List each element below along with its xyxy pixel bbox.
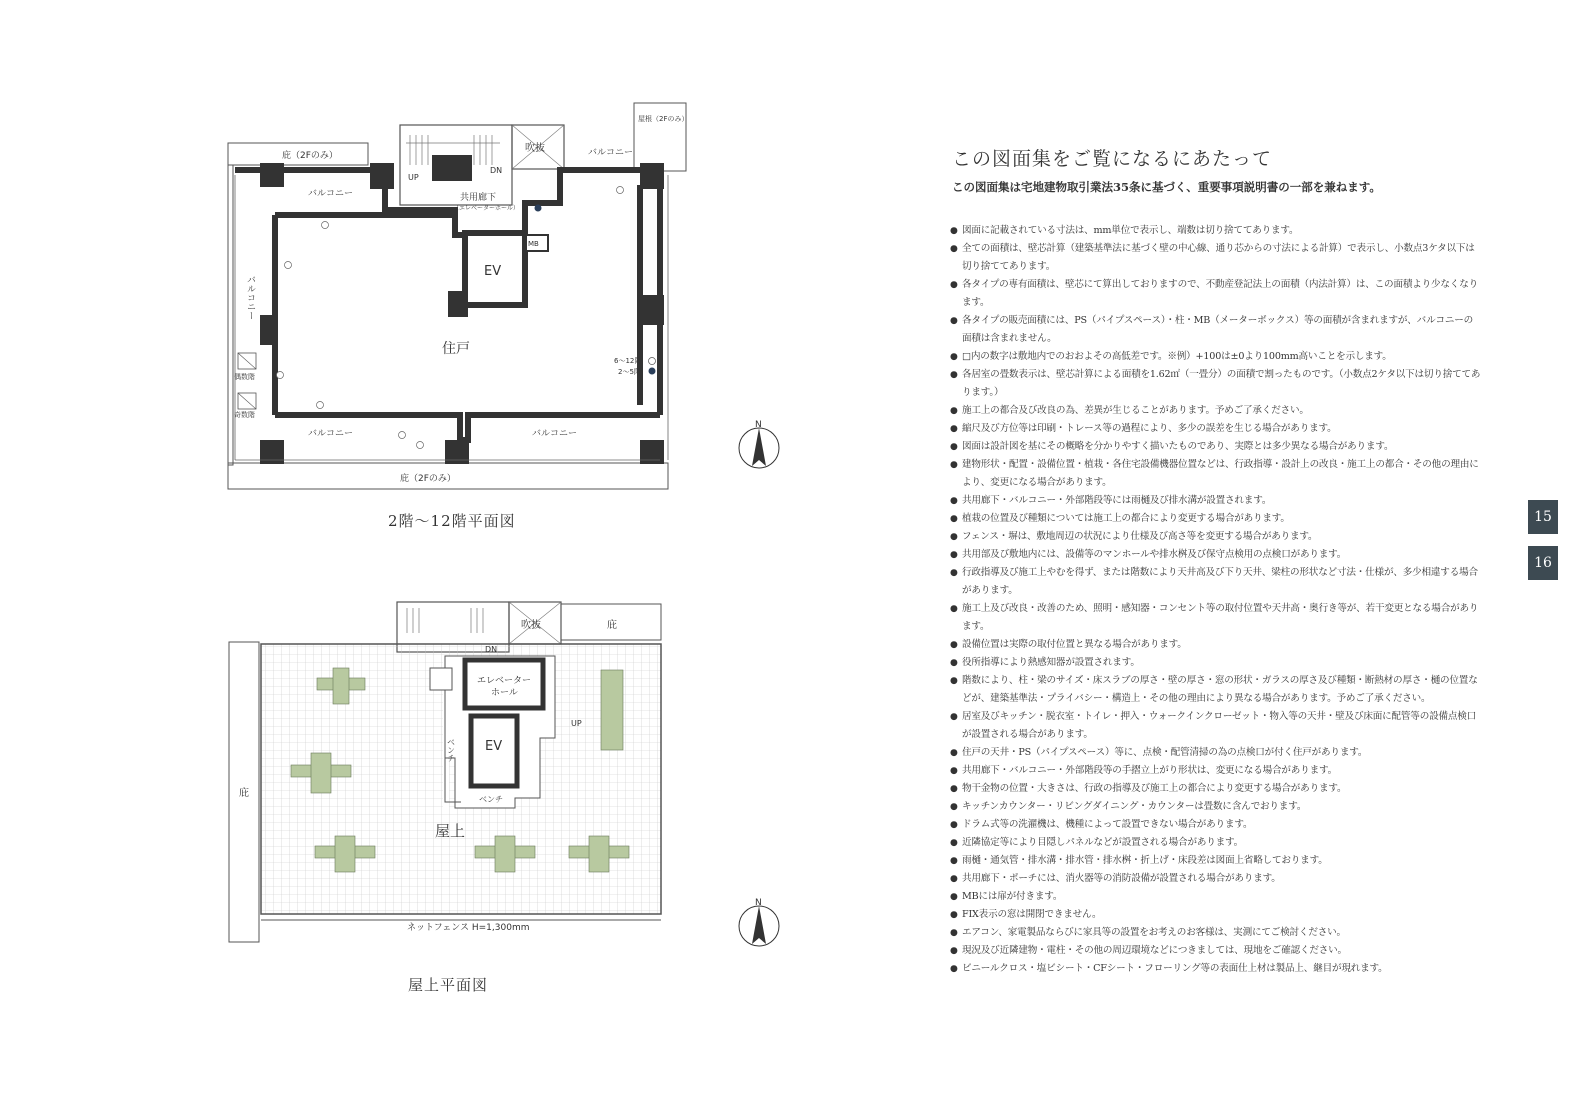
note-item: ● 全ての面積は、壁芯計算（建築基準法に基づく壁の中心線、通り芯からの寸法による計算）で表示し、小数点3ケタ以下は切り捨ててあります。 xyxy=(950,240,1482,276)
roof-dn-label: DN xyxy=(485,645,498,654)
note-item: ● 近隣協定等により目隠しパネルなどが設置される場合があります。 xyxy=(950,834,1482,852)
unit-label: 住戸 xyxy=(442,341,470,357)
note-item: ● □内の数字は敷地内でのおおよその高低差です。※例）+100は±0より100mm高いことを示します。 xyxy=(950,348,1482,366)
hall-line1-label: エレベーター xyxy=(477,676,532,686)
rooftop-label: 屋上 xyxy=(435,822,466,840)
note-item: ● 共用廊下・バルコニー・外部階段等には雨樋及び排水溝が設置されます。 xyxy=(950,492,1482,510)
page-number-left: 15 xyxy=(1528,500,1558,534)
balcony-ne-label: バルコニー xyxy=(588,148,634,158)
mb-label: MB xyxy=(528,240,539,248)
north-arrow-icon xyxy=(736,896,782,948)
floor-plan-2-12 xyxy=(220,95,700,495)
balcony-sw-label: バルコニー xyxy=(308,429,354,439)
eave-top-label: 庇（2Fのみ） xyxy=(282,151,338,161)
floors-6-12-label: 6～12階 xyxy=(614,357,642,365)
odd-floors-label: 奇数階 xyxy=(234,411,255,419)
note-item: ● 共用部及び敷地内には、設備等のマンホールや排水桝及び保守点検用の点検口があります。 xyxy=(950,546,1482,564)
note-item: ● 物干金物の位置・大きさは、行政の指導及び施工上の都合により変更する場合があります。 xyxy=(950,780,1482,798)
note-item: ● 各タイプの専有面積は、壁芯にて算出しておりますので、不動産登記法上の面積（内法計算）は、この面積より少なくなります。 xyxy=(950,276,1482,312)
fence-label: ネットフェンス H=1,300mm xyxy=(407,923,530,933)
bench-v-label: ベンチ xyxy=(446,738,456,762)
note-item: ● 施工上及び改良・改善のため、照明・感知器・コンセント等の取付位置や天井高・奥行き等が、若干変更となる場合があります。 xyxy=(950,600,1482,636)
bench-h-label: ベンチ xyxy=(479,795,503,804)
note-item: ● キッチンカウンター・リビングダイニング・カウンターは畳数に含んでおります。 xyxy=(950,798,1482,816)
note-item: ● 役所指導により熱感知器が設置されます。 xyxy=(950,654,1482,672)
note-item: ● 雨樋・通気管・排水溝・排水管・排水桝・折上げ・床段差は図面上省略しております。 xyxy=(950,852,1482,870)
note-item: ● 縮尺及び方位等は印刷・トレース等の過程により、多少の誤差を生じる場合があります。 xyxy=(950,420,1482,438)
roof-ev-label: EV xyxy=(485,739,503,754)
roof-up-label: UP xyxy=(571,719,582,728)
note-item: ● 共用廊下・ポーチには、消火器等の消防設備が設置される場合があります。 xyxy=(950,870,1482,888)
note-item: ● ビニールクロス・塩ビシート・CFシート・フローリング等の表面仕上材は製品上、継目が現れます。 xyxy=(950,960,1482,978)
note-item: ● 植栽の位置及び種類については施工上の都合により変更する場合があります。 xyxy=(950,510,1482,528)
note-item: ● MBには扉が付きます。 xyxy=(950,888,1482,906)
note-item: ● 設備位置は実際の取付位置と異なる場合があります。 xyxy=(950,636,1482,654)
dn-label: DN xyxy=(490,166,503,175)
corridor-sub-label: （エレベーターホール） xyxy=(453,205,519,212)
up-label: UP xyxy=(408,173,419,182)
note-item: ● 図面に記載されている寸法は、mm単位で表示し、端数は切り捨ててあります。 xyxy=(950,222,1482,240)
balcony-nw-label: バルコニー xyxy=(308,189,354,199)
hall-line2-label: ホール xyxy=(491,688,518,698)
note-item: ● 各居室の畳数表示は、壁芯計算による面積を1.62㎡（一畳分）の面積で割ったものです。（小数点2ケタ以下は切り捨ててあります。） xyxy=(950,366,1482,402)
note-item: ● 現況及び近隣建物・電柱・その他の周辺環境などにつきましては、現地をご確認ください。 xyxy=(950,942,1482,960)
roof-void-label: 吹抜 xyxy=(521,620,541,631)
note-item: ● ドラム式等の洗濯機は、機種によって設置できない場合があります。 xyxy=(950,816,1482,834)
floors-2-5-label: 2～5階 xyxy=(618,368,641,376)
roof-eave-w-label: 庇 xyxy=(239,788,249,799)
note-item: ● 共用廊下・バルコニー・外部階段等の手摺立上がり形状は、変更になる場合があります。 xyxy=(950,762,1482,780)
even-floors-label: 偶数階 xyxy=(234,373,255,381)
note-item: ● エアコン、家電製品ならびに家具等の設置をお考えのお客様は、実測にてご検討ください。 xyxy=(950,924,1482,942)
north-label: N xyxy=(755,898,762,908)
note-item: ● 各タイプの販売面積には、PS（パイプスペース）・柱・MB（メーターボックス）等の面積が含まれますが、バルコニーの面積は含まれません。 xyxy=(950,312,1482,348)
page-number-right: 16 xyxy=(1528,546,1558,580)
north-label: N xyxy=(755,420,762,430)
ev-label: EV xyxy=(484,264,502,279)
note-item: ● 図面は設計図を基にその概略を分かりやすく描いたものであり、実際とは多少異なる場合があります。 xyxy=(950,438,1482,456)
notes-title: この図面集をご覧になるにあたって xyxy=(952,148,1273,170)
plan-upper-caption: 2階～12階平面図 xyxy=(388,512,516,530)
note-item: ● 行政指導及び施工上やむを得ず、または階数により天井高及び下り天井、梁柱の形状など寸法・仕様が、多少相違する場合があります。 xyxy=(950,564,1482,600)
roof-note-label: 屋根（2Fのみ） xyxy=(638,115,689,123)
notes-subtitle: この図面集は宅地建物取引業法35条に基づく、重要事項説明書の一部を兼ねます。 xyxy=(952,180,1381,194)
note-item: ● 建物形状・配置・設備位置・植栽・各住宅設備機器位置などは、行政指導・設計上の改良・施工上の都合・その他の理由により、変更になる場合があります。 xyxy=(950,456,1482,492)
note-item: ● フェンス・塀は、敷地周辺の状況により仕様及び高さ等を変更する場合があります。 xyxy=(950,528,1482,546)
eave-bottom-label: 庇（2Fのみ） xyxy=(400,474,456,484)
floor-plan-roof xyxy=(225,598,665,948)
note-item: ● 階数により、柱・梁のサイズ・床スラブの厚さ・壁の厚さ・窓の形状・ガラスの厚さ及び種類・断熱材の厚さ・樋の位置などが、建築基準法・プライバシー・構造上・その他の理由により異なる場合があります。予めご了承ください。 xyxy=(950,672,1482,708)
void-label: 吹抜 xyxy=(525,143,545,154)
note-item: ● 施工上の都合及び改良の為、差異が生じることがあります。予めご了承ください。 xyxy=(950,402,1482,420)
notes-list xyxy=(950,222,1482,978)
note-item: ● 居室及びキッチン・脱衣室・トイレ・押入・ウォークインクローゼット・物入等の天井・壁及び床面に配管等の設備点検口が設置される場合があります。 xyxy=(950,708,1482,744)
plan-roof-caption: 屋上平面図 xyxy=(408,976,489,994)
north-arrow-icon xyxy=(736,418,782,470)
balcony-se-label: バルコニー xyxy=(532,429,578,439)
note-item: ● FIX表示の窓は開閉できません。 xyxy=(950,906,1482,924)
roof-eave-ne-label: 庇 xyxy=(607,620,617,631)
note-item: ● 住戸の天井・PS（パイプスペース）等に、点検・配管清掃の為の点検口が付く住戸があります。 xyxy=(950,744,1482,762)
balcony-w-label: バルコニー xyxy=(245,275,255,320)
corridor-label: 共用廊下 xyxy=(460,193,497,203)
